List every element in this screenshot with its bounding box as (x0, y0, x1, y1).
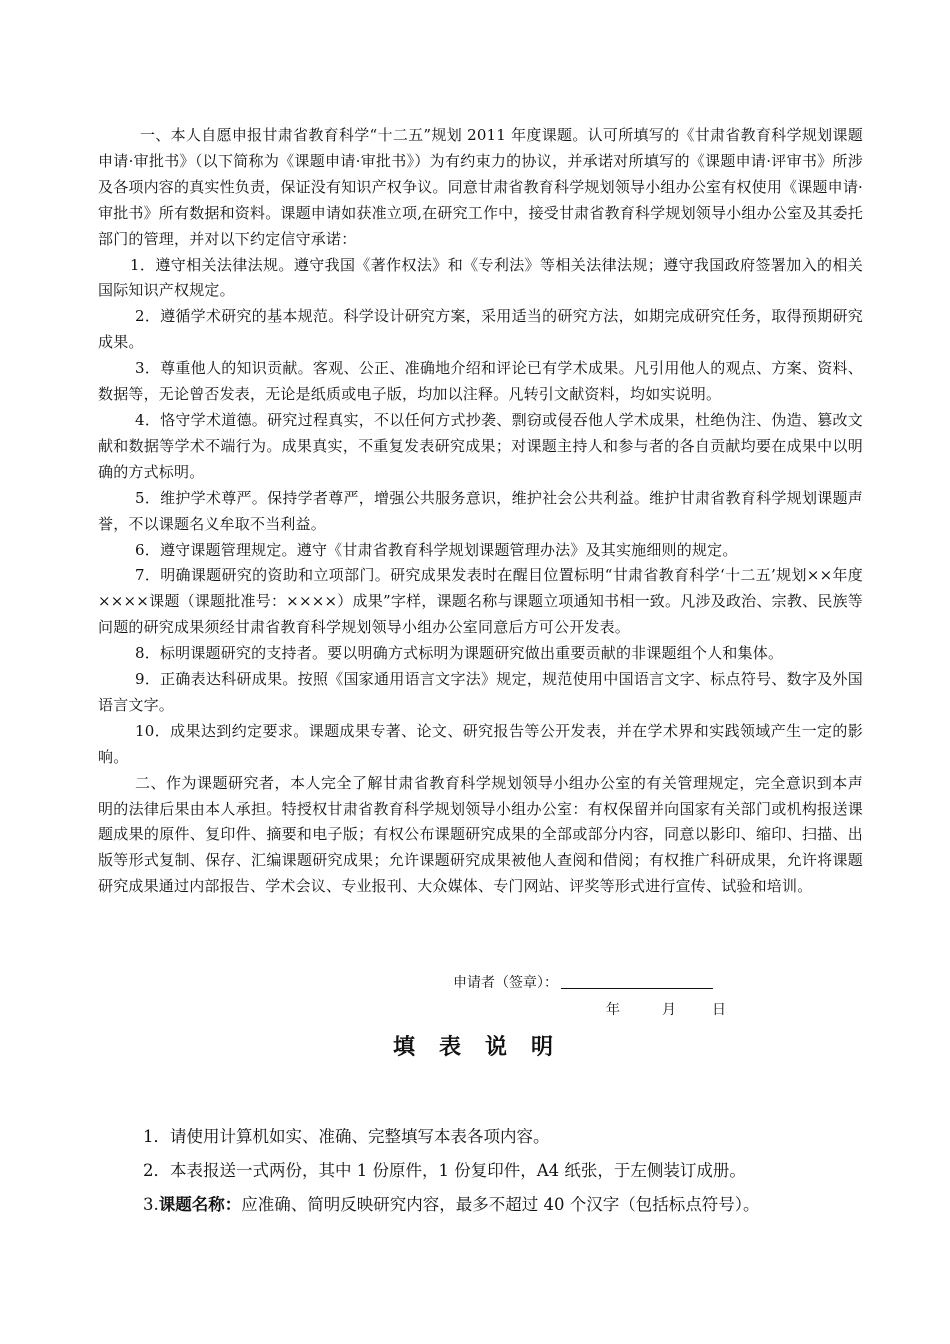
declaration-item-7: 7．明确课题研究的资助和立项部门。研究成果发表时在醒目位置标明“甘肃省教育科学‘十二五’规划××年度××××课题（课题批准号：××××）成果”字样，课题名称与课题立项通知书相一致。凡涉及政治、宗教、民族等问题的研究成果须经甘肃省教育科学规划领导小组办公室同意后方可公开发表。 (98, 566, 863, 637)
date-year-label: 年 (606, 1002, 620, 1018)
date-month-label: 月 (662, 1002, 676, 1018)
declaration-item-3: 3．尊重他人的知识贡献。客观、公正、准确地介绍和评论已有学术成果。凡引用他人的观点、方案、资料、数据等，无论曾否发表，无论是纸质或电子版，均加以注释。凡转引文献资料，均如实说明。 (98, 359, 863, 404)
signature-label: 申请者（签章）： (453, 975, 558, 991)
declaration-item-9: 9．正确表达科研成果。按照《国家通用语言文字法》规定，规范使用中国语言文字、标点符号、数字及外国语言文字。 (98, 670, 863, 714)
instruction-item-3 (143, 1188, 903, 1222)
date-day-label: 日 (712, 1002, 726, 1018)
instructions-list (143, 1120, 903, 1222)
instruction-item-3-term: 课题名称： (158, 1195, 242, 1214)
instruction-item-2: 2．本表报送一式两份，其中 1 份原件，1 份复印件，A4 纸张，于左侧装订成册。 (143, 1161, 746, 1180)
signature-line[interactable] (561, 974, 713, 989)
declaration-paragraph-2: 二、作为课题研究者，本人完全了解甘肃省教育科学规划领导小组办公室的有关管理规定，完全意识到本声明的法律后果由本人承担。特授权甘肃省教育科学规划领导小组办公室：有权保留并向国家有关部门或机构报送课题成果的原件、复印件、摘要和电子版；有权公布课题研究成果的全部或部分内容，同意以影印、缩印、扫描、出版等形式复制、保存、汇编课题研究成果；允许课题研究成果被他人查阅和借阅；有权推广科研成果，允许将课题研究成果通过内部报告、学术会议、专业报刊、大众媒体、专门网站、评奖等形式进行宣传、试验和培训。 (98, 773, 863, 896)
declaration-body (98, 123, 863, 900)
declaration-item-5: 5．维护学术尊严。保持学者尊严，增强公共服务意识，维护社会公共利益。维护甘肃省教育科学规划课题声誉，不以课题名义牟取不当利益。 (98, 488, 863, 533)
signature-block (453, 972, 713, 992)
declaration-item-4: 4．恪守学术道德。研究过程真实，不以任何方式抄袭、剽窃或侵吞他人学术成果，杜绝伪注、伪造、篡改文献和数据等学术不端行为。成果真实，不重复发表研究成果；对课题主持人和参与者的各自贡献均要在成果中以明确的方式标明。 (98, 410, 863, 481)
instruction-item-3-number: 3. (143, 1195, 159, 1214)
declaration-item-10: 10．成果达到约定要求。课题成果专著、论文、研究报告等公开发表，并在学术界和实践领域产生一定的影响。 (98, 721, 863, 766)
declaration-item-6: 6．遵守课题管理规定。遵守《甘肃省教育科学规划课题管理办法》及其实施细则的规定。 (135, 540, 738, 559)
declaration-paragraph-1: 一、本人自愿申报甘肃省教育科学“十二五”规划 2011 年度课题。认可所填写的《甘肃省教育科学规划课题申请·审批书》（以下简称为《课题申请·审批书》）为有约束力的协议，并承诺对所填写的《课题申请·评审书》所涉及各项内容的真实性负责，保证没有知识产权争议。同意甘肃省教育科学规划领导小组办公室有权使用《课题申请·审批书》所有数据和资料。课题申请如获准立项,在研究工作中，接受甘肃省教育科学规划领导小组办公室及其委托部门的管理，并对以下约定信守承诺： (98, 126, 863, 248)
instruction-item-1: 1．请使用计算机如实、准确、完整填写本表各项内容。 (143, 1127, 550, 1146)
declaration-item-2: 2．遵循学术研究的基本规范。科学设计研究方案，采用适当的研究方法，如期完成研究任务，取得预期研究成果。 (98, 307, 863, 352)
declaration-item-1: 1．遵守相关法律法规。遵守我国《著作权法》和《专利法》等相关法律法规；遵守我国政府签署加入的相关国际知识产权规定。 (98, 255, 863, 300)
instruction-item-3-text: 应准确、简明反映研究内容，最多不超过 40 个汉字（包括标点符号）。 (241, 1195, 760, 1214)
declaration-item-8: 8．标明课题研究的支持者。要以明确方式标明为课题研究做出重要贡献的非课题组个人和集体。 (135, 644, 784, 663)
instructions-heading: 填表说明 (392, 1035, 577, 1060)
